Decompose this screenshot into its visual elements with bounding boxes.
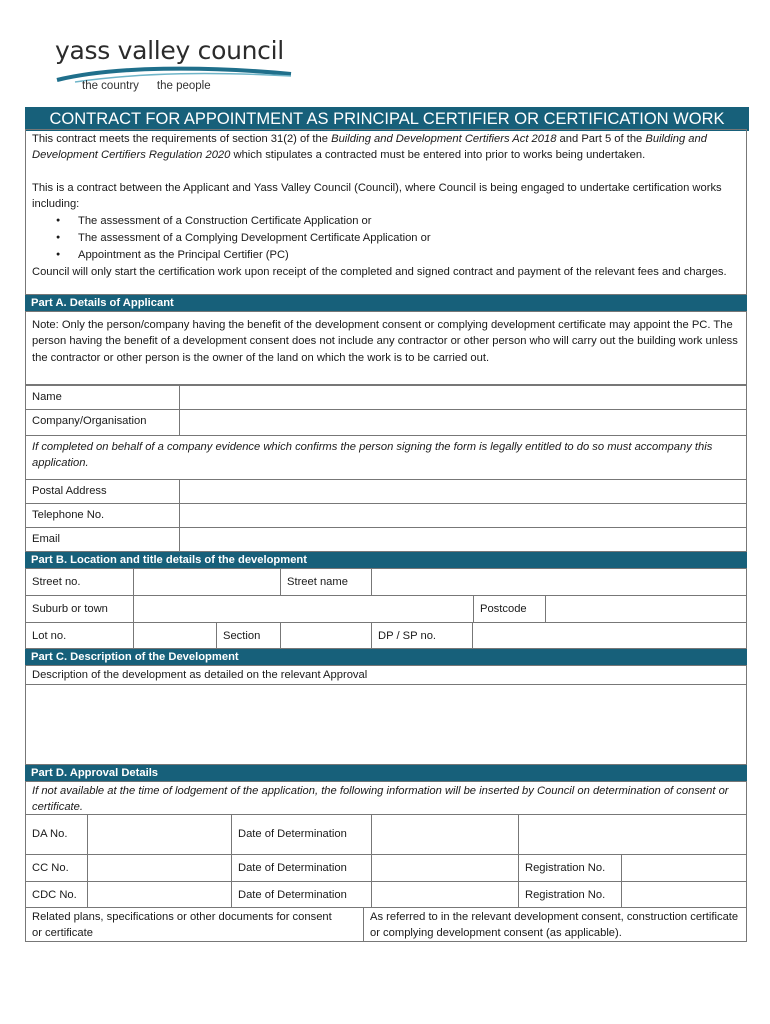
intro-section bbox=[25, 129, 747, 295]
part-b-heading: Part B. Location and title details of the development bbox=[25, 552, 747, 568]
telephone-label: Telephone No. bbox=[25, 503, 180, 528]
page-title: CONTRACT FOR APPOINTMENT AS PRINCIPAL CERTIFIER OR CERTIFICATION WORK bbox=[25, 107, 749, 131]
da-no-field[interactable] bbox=[87, 814, 232, 855]
intro-bullet bbox=[56, 247, 289, 263]
council-tagline bbox=[82, 80, 211, 92]
telephone-field[interactable] bbox=[179, 503, 747, 528]
da-no-label: DA No. bbox=[25, 814, 88, 855]
part-d-heading: Part D. Approval Details bbox=[25, 765, 747, 781]
intro-bullet bbox=[56, 213, 372, 229]
intro-p1-text-c: which stipulates a contracted must be entered into prior to works being undertaken. bbox=[230, 149, 646, 162]
cc-registration-field[interactable] bbox=[621, 854, 747, 882]
street-no-label: Street no. bbox=[25, 568, 134, 596]
intro-p1-text-a: This contract meets the requirements of section 31(2) of the bbox=[32, 133, 332, 145]
part-a-note-box bbox=[25, 311, 747, 385]
intro-paragraph-1 bbox=[32, 131, 740, 164]
dp-sp-field[interactable] bbox=[472, 622, 747, 649]
related-plans-label: Related plans, specifications or other documents for consent or certificate bbox=[25, 907, 364, 942]
street-name-field[interactable] bbox=[371, 568, 747, 596]
email-field[interactable] bbox=[179, 527, 747, 552]
cdc-no-field[interactable] bbox=[87, 881, 232, 908]
description-label: Description of the development as detailed on the relevant Approval bbox=[25, 665, 747, 685]
intro-p1-regulation: Building and Development Certifiers Regulation 2020 bbox=[32, 133, 707, 162]
street-name-label: Street name bbox=[280, 568, 372, 596]
dp-sp-label: DP / SP no. bbox=[371, 622, 473, 649]
postal-address-label: Postal Address bbox=[25, 479, 180, 504]
lot-no-field[interactable] bbox=[133, 622, 217, 649]
cc-date-label: Date of Determination bbox=[231, 854, 372, 882]
council-logo-name: yass valley council bbox=[55, 36, 284, 65]
intro-p1-text-b: and Part 5 of the bbox=[556, 133, 646, 145]
intro-p1-act: Building and Development Certifiers Act 2018 bbox=[331, 133, 557, 145]
da-extra-field[interactable] bbox=[518, 814, 747, 855]
cdc-no-label: CDC No. bbox=[25, 881, 88, 908]
tagline-country: the country bbox=[82, 80, 139, 92]
suburb-label: Suburb or town bbox=[25, 595, 134, 623]
part-a-heading: Part A. Details of Applicant bbox=[25, 295, 747, 311]
name-label: Name bbox=[25, 385, 180, 410]
lot-no-label: Lot no. bbox=[25, 622, 134, 649]
tagline-people: the people bbox=[156, 80, 211, 92]
company-evidence-note: If completed on behalf of a company evidence which confirms the person signing the form is legally entitled to do so must accompany this application. bbox=[25, 435, 747, 480]
intro-bullet-text: The assessment of a Construction Certificate Application or bbox=[78, 215, 372, 227]
intro-paragraph-2: This is a contract between the Applicant and Yass Valley Council (Council), where Council is being engaged to undertake certification works including: bbox=[32, 182, 722, 211]
section-field[interactable] bbox=[280, 622, 372, 649]
email-label: Email bbox=[25, 527, 180, 552]
cc-no-field[interactable] bbox=[87, 854, 232, 882]
postal-address-field[interactable] bbox=[179, 479, 747, 504]
da-date-label: Date of Determination bbox=[231, 814, 372, 855]
cdc-date-field[interactable] bbox=[371, 881, 519, 908]
intro-bullet-text: The assessment of a Complying Development Certificate Application or bbox=[78, 232, 431, 244]
suburb-field[interactable] bbox=[133, 595, 474, 623]
description-field[interactable] bbox=[25, 684, 747, 765]
intro-bullet bbox=[56, 230, 431, 246]
street-no-field[interactable] bbox=[133, 568, 281, 596]
da-date-field[interactable] bbox=[371, 814, 519, 855]
name-field[interactable] bbox=[179, 385, 747, 410]
cc-date-field[interactable] bbox=[371, 854, 519, 882]
cc-no-label: CC No. bbox=[25, 854, 88, 882]
cdc-registration-label: Registration No. bbox=[518, 881, 622, 908]
intro-bullet-text: Appointment as the Principal Certifier (PC) bbox=[78, 249, 289, 261]
postcode-field[interactable] bbox=[545, 595, 747, 623]
part-c-heading: Part C. Description of the Development bbox=[25, 649, 747, 665]
cdc-registration-field[interactable] bbox=[621, 881, 747, 908]
part-a-note: Note: Only the person/company having the benefit of the development consent or complying development certificate may appoint the PC. The person having the benefit of a development consent does not include any contractor or other person who will carry out the building work unless the contractor or other person is the owner of the land on which the work is to be carried out. bbox=[32, 319, 738, 364]
cc-registration-label: Registration No. bbox=[518, 854, 622, 882]
part-d-note: If not available at the time of lodgement of the application, the following information will be inserted by Council on determination of consent or certificate. bbox=[25, 781, 747, 815]
company-label: Company/Organisation bbox=[25, 409, 180, 436]
intro-paragraph-3: Council will only start the certification work upon receipt of the completed and signed contract and payment of the relevant fees and charges. bbox=[32, 266, 727, 278]
cdc-date-label: Date of Determination bbox=[231, 881, 372, 908]
postcode-label: Postcode bbox=[473, 595, 546, 623]
company-field[interactable] bbox=[179, 409, 747, 436]
section-label: Section bbox=[216, 622, 281, 649]
related-plans-note: As referred to in the relevant development consent, construction certificate or complying development consent (as applicable). bbox=[363, 907, 747, 942]
